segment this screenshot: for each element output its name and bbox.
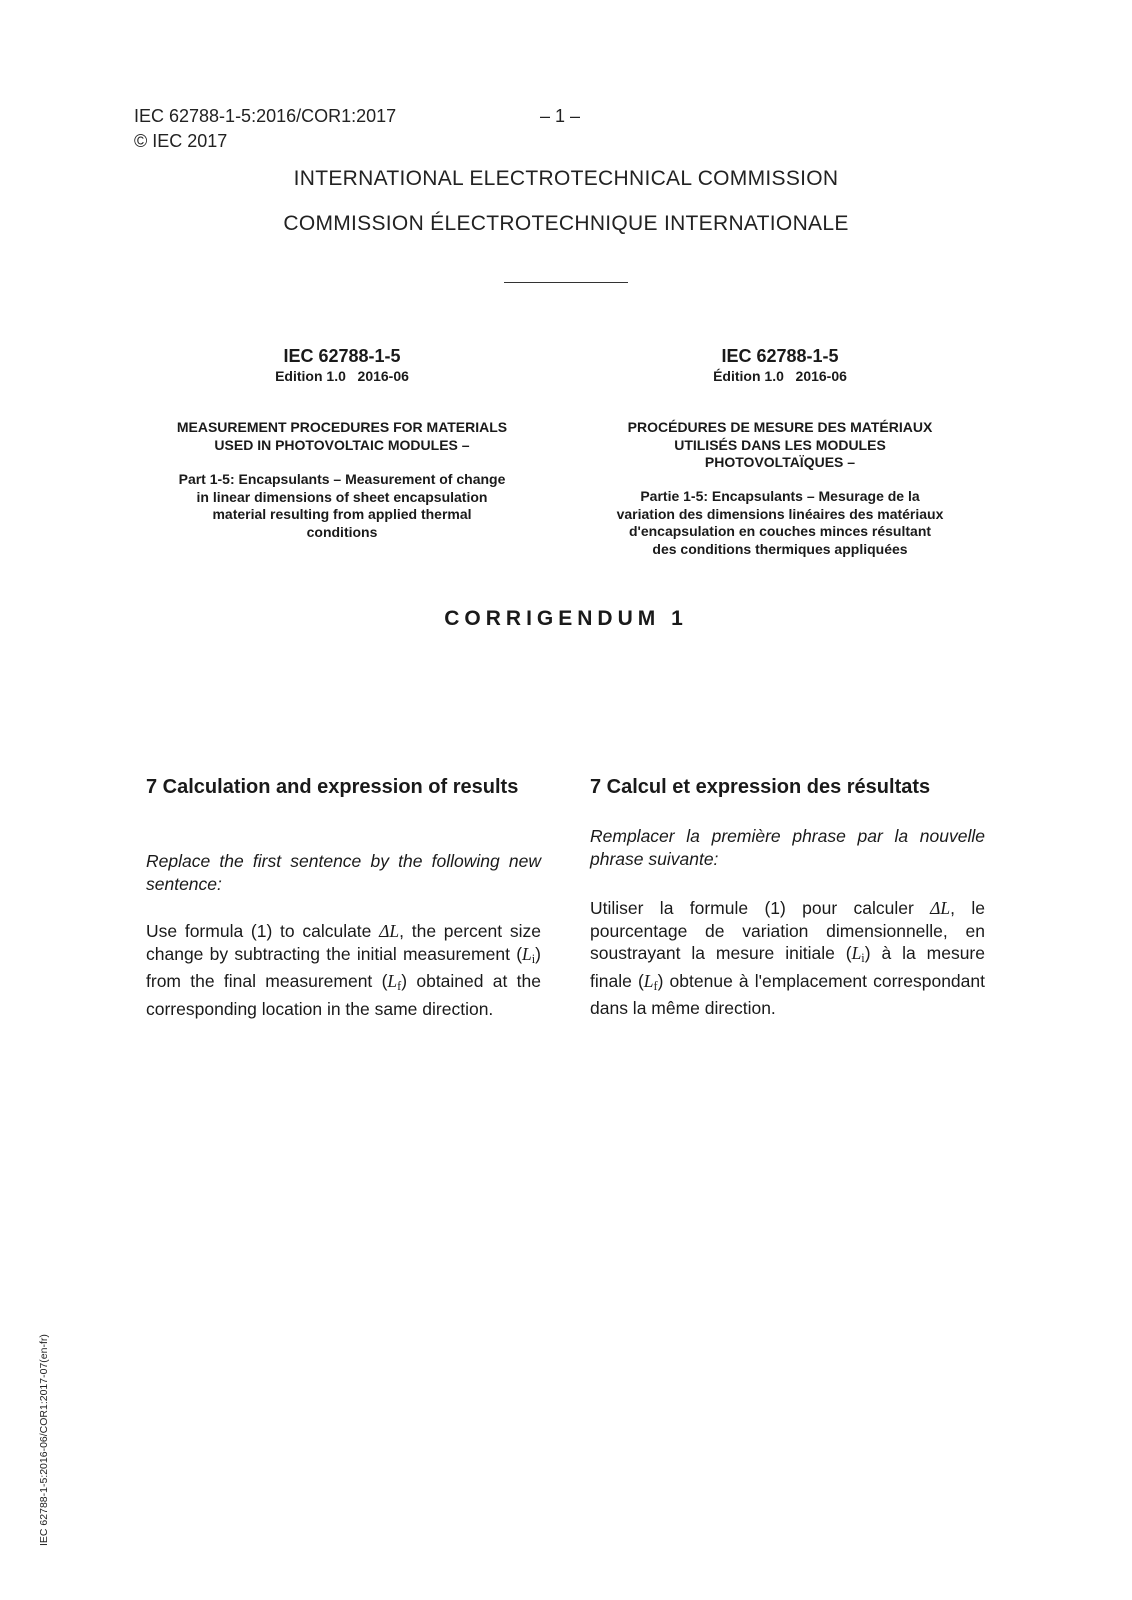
document-id: IEC 62788-1-5:2016/COR1:2017 xyxy=(134,106,397,126)
part-title-en: Part 1-5: Encapsulants – Measurement of change in linear dimensions of sheet encapsulation material resulting from applied thermal conditions xyxy=(178,471,506,540)
delta-l-symbol: ΔL xyxy=(930,898,951,918)
edition-en: Edition 1.0 2016-06 xyxy=(275,368,409,384)
standard-number-fr: IEC 62788-1-5 xyxy=(721,346,839,366)
page-number: – 1 – xyxy=(540,106,581,126)
instruction-en: Replace the first sentence by the following new sentence: xyxy=(146,851,541,894)
body-text-fr: Utiliser la formule (1) pour calculer ΔL, le pourcentage de variation dimensionnelle, en soustrayant la mesure initiale $(L_i)$ à la mesure finale $(L_f)$ obtenue à l'emplacement correspondant dans la même direction. xyxy=(590,898,985,1018)
corrigendum-title: CORRIGENDUM 1 xyxy=(444,607,688,630)
organization-name-en: INTERNATIONAL ELECTROTECHNICAL COMMISSION xyxy=(293,167,839,190)
part-title-fr: Partie 1-5: Encapsulants – Mesurage de la variation des dimensions linéaires des matériaux d'encapsulation en couches minces résultant des conditions thermiques appliquées xyxy=(616,488,944,557)
section-heading-en: 7 Calculation and expression of results xyxy=(146,776,519,798)
section-heading-fr: 7 Calcul et expression des résultats xyxy=(590,776,931,798)
side-reference-note: IEC 62788-1-5:2016-06/COR1:2017-07(en-fr) xyxy=(38,1334,50,1546)
divider-rule xyxy=(504,282,628,283)
title-fr: PROCÉDURES DE MESURE DES MATÉRIAUX UTILISÉS DANS LES MODULES PHOTOVOLTAÏQUES – xyxy=(627,419,933,470)
organization-name-fr: COMMISSION ÉLECTROTECHNIQUE INTERNATIONALE xyxy=(283,212,849,235)
instruction-fr: Remplacer la première phrase par la nouvelle phrase suivante: xyxy=(590,826,985,869)
standard-number-en: IEC 62788-1-5 xyxy=(283,346,401,366)
copyright: © IEC 2017 xyxy=(134,131,228,151)
delta-l-symbol: ΔL xyxy=(379,921,400,941)
title-en: MEASUREMENT PROCEDURES FOR MATERIALS USED IN PHOTOVOLTAIC MODULES – xyxy=(176,419,508,453)
edition-fr: Édition 1.0 2016-06 xyxy=(713,368,847,384)
body-text-en: Use formula (1) to calculate ΔL, the percent size change by subtracting the initial measurement $(L_i)$ from the final measurement $(L_f)$ obtained at the corresponding location in the same direction. xyxy=(146,921,541,1019)
